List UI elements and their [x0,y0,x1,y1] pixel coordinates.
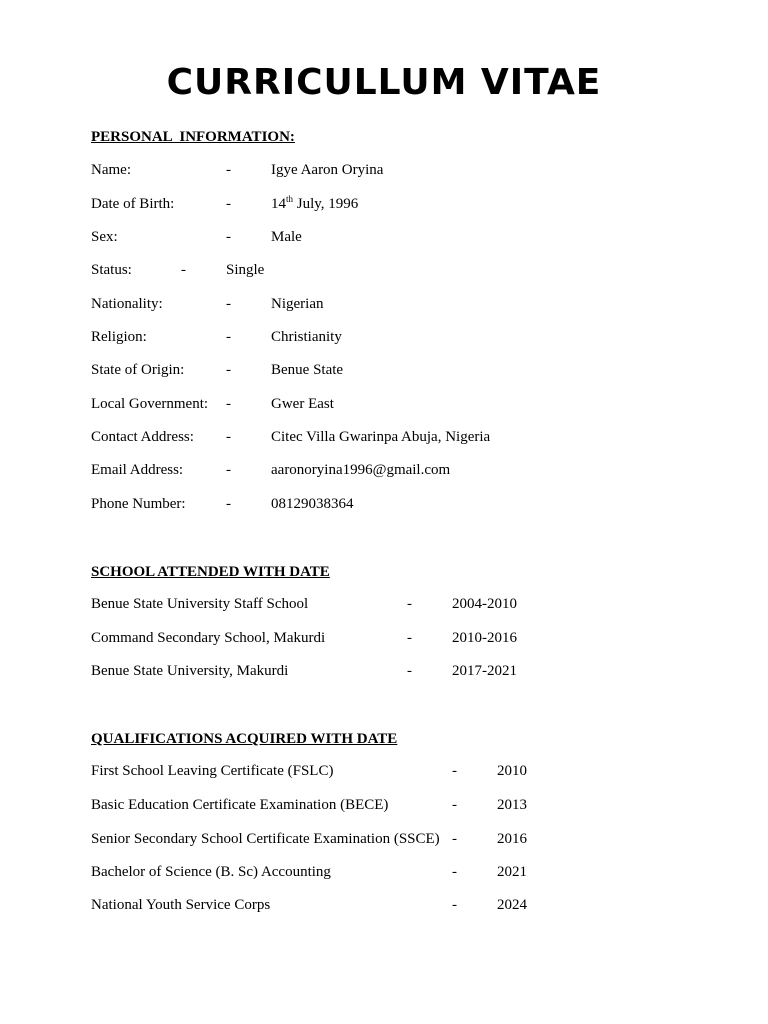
field-value: Nigerian [271,296,324,312]
dash-separator: - [407,663,412,679]
field-label: Phone Number: [91,496,186,512]
personal-info-heading: PERSONAL INFORMATION: [91,129,295,145]
dash-separator: - [226,362,231,378]
school-name: Benue State University, Makurdi [91,663,289,679]
personal-row-date-of-birth [91,196,711,216]
personal-row-nationality [91,296,711,316]
school-name: Benue State University Staff School [91,596,309,612]
personal-row-name [91,162,711,182]
qualification-name: First School Leaving Certificate (FSLC) [91,763,334,779]
dash-separator: - [452,797,457,813]
school-row [91,596,711,616]
qualification-year: 2024 [497,897,527,913]
school-name: Command Secondary School, Makurdi [91,630,326,646]
personal-row-email-address [91,462,711,482]
personal-row-religion [91,329,711,349]
dash-separator: - [226,429,231,445]
personal-row-state-of-origin [91,362,711,382]
dash-separator: - [226,329,231,345]
dash-separator: - [226,162,231,178]
field-value: Christianity [271,329,342,345]
field-label: Nationality: [91,296,163,312]
field-label: Local Government: [91,396,209,412]
qualification-year: 2021 [497,864,527,880]
field-label: Religion: [91,329,147,345]
school-date: 2010-2016 [452,630,517,646]
school-row [91,630,711,650]
qualification-year: 2010 [497,763,527,779]
field-value: 08129038364 [271,496,354,512]
field-label: Date of Birth: [91,196,175,212]
dash-separator: - [452,897,457,913]
dash-separator: - [226,296,231,312]
dash-separator: - [226,396,231,412]
field-value: Gwer East [271,396,334,412]
field-value: Citec Villa Gwarinpa Abuja, Nigeria [271,429,491,445]
dash-separator: - [226,196,231,212]
dash-separator: - [226,229,231,245]
dash-separator: - [407,596,412,612]
birth-day: 14 [271,196,286,212]
qualification-name: National Youth Service Corps [91,897,271,913]
field-value [271,196,358,213]
dash-separator: - [226,462,231,478]
field-label: Status: [91,262,132,278]
field-label: Sex: [91,229,118,245]
qualifications-heading: QUALIFICATIONS ACQUIRED WITH DATE [91,731,398,747]
personal-row-status [91,262,711,282]
personal-row-local-government [91,396,711,416]
qualification-name: Basic Education Certificate Examination (BECE) [91,797,389,813]
field-label: Email Address: [91,462,184,478]
schools-heading: SCHOOL ATTENDED WITH DATE [91,564,330,580]
field-value: aaronoryina1996@gmail.com [271,462,451,478]
qualification-row [91,763,711,783]
birth-month-year: July, 1996 [293,196,359,212]
personal-row-contact-address [91,429,711,449]
qualification-name: Bachelor of Science (B. Sc) Accounting [91,864,331,880]
dash-separator: - [226,496,231,512]
school-row [91,663,711,683]
qualification-row [91,797,711,817]
field-value: Igye Aaron Oryina [271,162,384,178]
qualification-row [91,831,711,851]
personal-row-phone-number [91,496,711,516]
dash-separator: - [407,630,412,646]
qualification-year: 2013 [497,797,527,813]
dash-separator: - [452,864,457,880]
qualification-row [91,864,711,884]
qualification-row [91,897,711,917]
dash-separator: - [452,831,457,847]
field-value: Single [226,262,265,278]
field-value: Male [271,229,302,245]
school-date: 2004-2010 [452,596,517,612]
personal-row-sex [91,229,711,249]
dash-separator: - [181,262,186,278]
qualification-year: 2016 [497,831,527,847]
ordinal-suffix: th [286,194,294,204]
field-label: Contact Address: [91,429,194,445]
field-label: State of Origin: [91,362,185,378]
dash-separator: - [452,763,457,779]
school-date: 2017-2021 [452,663,517,679]
qualification-name: Senior Secondary School Certificate Examination (SSCE) [91,831,440,847]
field-value: Benue State [271,362,344,378]
document-title: CURRICULLUM VITAE [166,62,602,103]
field-label: Name: [91,162,131,178]
